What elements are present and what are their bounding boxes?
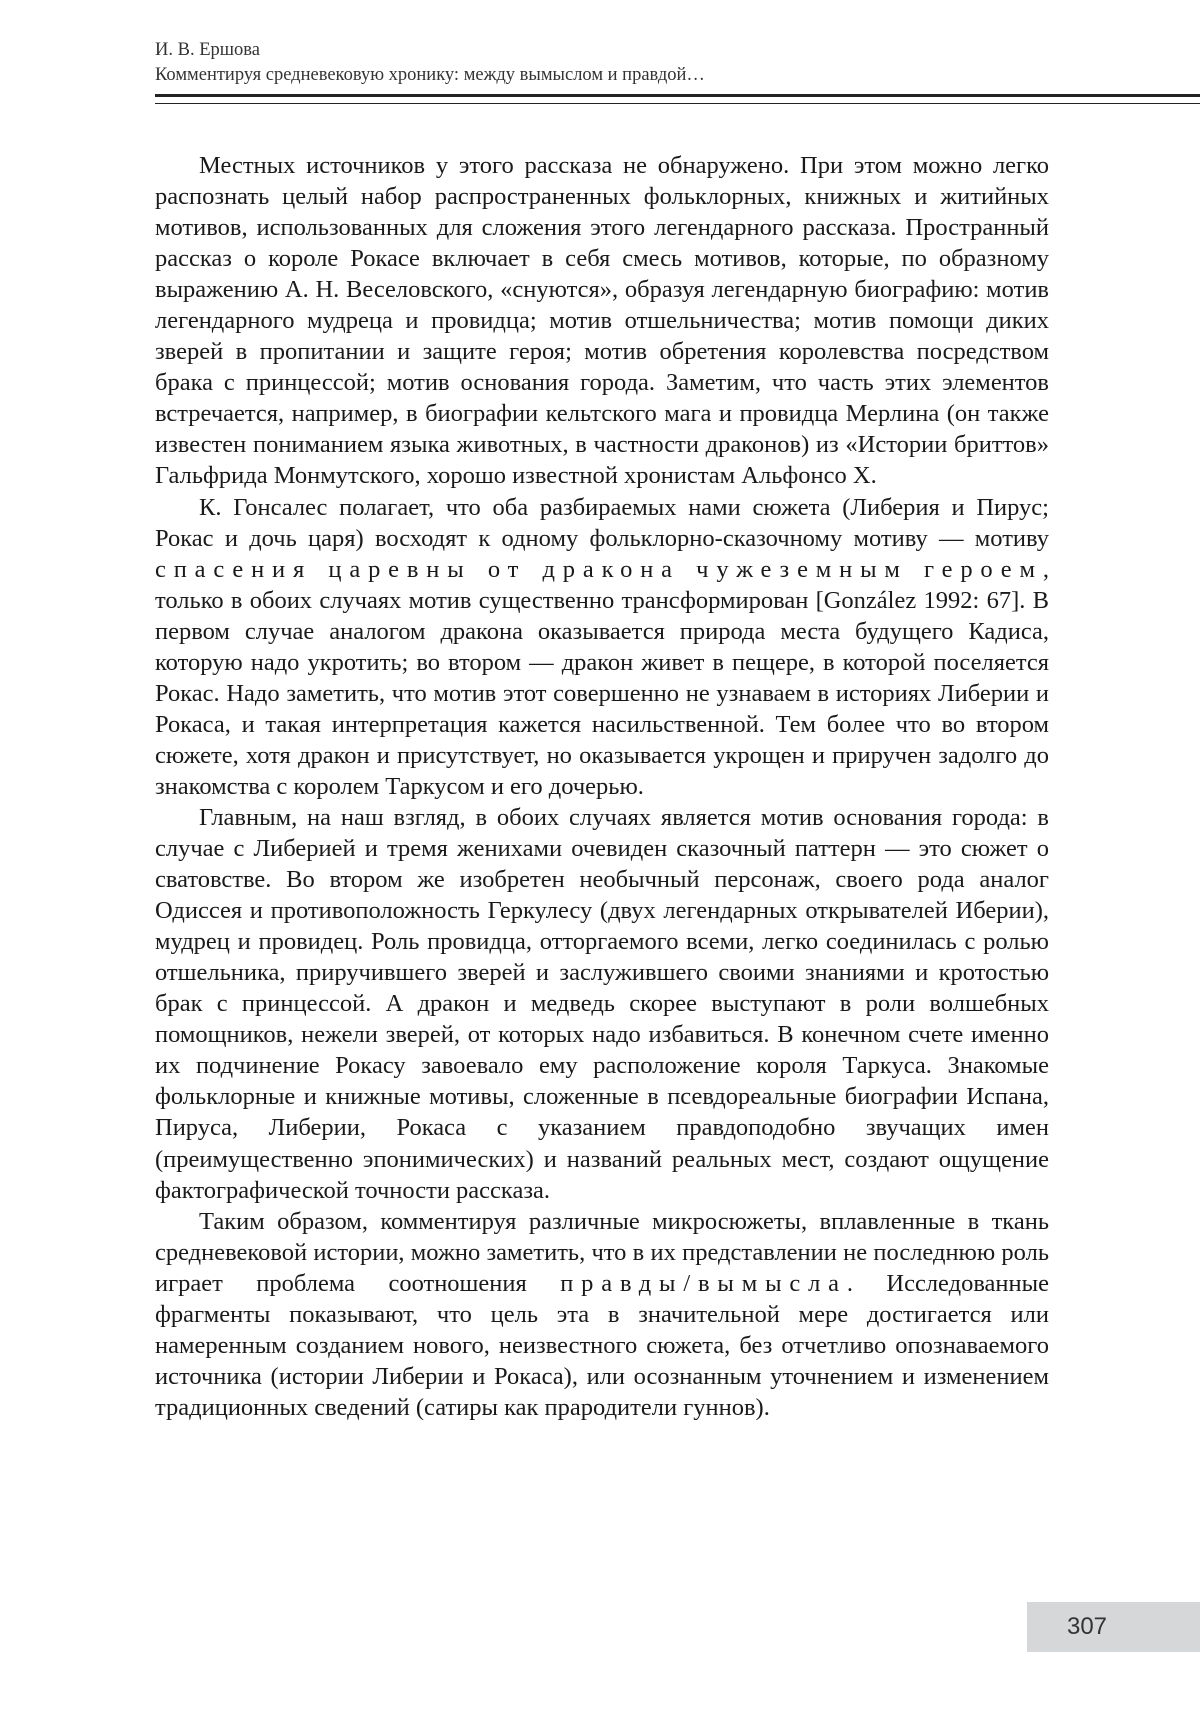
header-title: Комментируя средневековую хронику: между вымыслом и правдой…: [155, 63, 1200, 88]
spaced-emphasis-motif: спасения царевны от дракона чужеземным героем: [155, 556, 1043, 583]
paragraph-4-text-before: Таким образом, комментируя различные микросюжеты, вплавленные в ткань средневековой истории, можно заметить, что в их представлении не последнюю роль играет проблема соотношения: [155, 1208, 1049, 1297]
header-author: И. В. Ершова: [155, 38, 1200, 63]
paragraph-3: Главным, на наш взгляд, в обоих случаях является мотив основания города: в случае с Либерией и тремя женихами очевиден сказочный паттерн — это сюжет о сватовстве. Во втором же изобретен необычный персонаж, своего рода аналог Одиссея и противоположность Геркулесу (двух легендарных открывателей Иберии), мудрец и провидец. Роль провидца, отторгаемого всеми, легко соединилась с ролью отшельника, приручившего зверей и заслужившего своими знаниями и кротостью брак с принцессой. А дракон и медведь скорее выступают в роли волшебных помощников, нежели зверей, от которых надо избавиться. В конечном счете именно их подчинение Рокасу завоевало ему расположение короля Таркуса. Знакомые фольклорные и книжные мотивы, сложенные в псевдореальные биографии Испана, Пируса, Либерии, Рокаса с указанием правдоподобно звучащих имен (преимущественно эпонимических) и названий реальных мест, создают ощущение фактографической точности рассказа.: [155, 802, 1049, 1206]
header-rule-thin: [155, 103, 1200, 104]
paragraph-2-text-after: , только в обоих случаях мотив существенно трансформирован [González 1992: 67]. В первом случае аналогом дракона оказывается природа места будущего Кадиса, которую надо укротить; во втором — дракон живет в пещере, в которой поселяется Рокас. Надо заметить, что мотив этот совершенно не узнаваем в историях Либерии и Рокаса, и такая интерпретация кажется насильственной. Тем более что во втором сюжете, хотя дракон и присутствует, но оказывается укрощен и приручен задолго до знакомства с королем Таркусом и его дочерью.: [155, 556, 1049, 800]
paragraph-1: Местных источников у этого рассказа не обнаружено. При этом можно легко распознать целый набор распространенных фольклорных, книжных и житийных мотивов, использованных для сложения этого легендарного рассказа. Пространный рассказ о короле Рокасе включает в себя смесь мотивов, которые, по образному выражению А. Н. Веселовского, «снуются», образуя легендарную биографию: мотив легендарного мудреца и провидца; мотив отшельничества; мотив помощи диких зверей в пропитании и защите героя; мотив обретения королевства посредством брака с принцессой; мотив основания города. Заметим, что часть этих элементов встречается, например, в биографии кельтского мага и провидца Мерлина (он также известен пониманием языка животных, в частности драконов) из «Истории бриттов» Гальфрида Монмутского, хорошо известной хронистам Альфонсо X.: [155, 150, 1049, 492]
paragraph-2: [155, 492, 1049, 802]
paragraph-4-text-after: . Исследованные фрагменты показывают, что цель эта в значительной мере достигается или намеренным созданием нового, неизвестного сюжета, без отчетливо опознаваемого источника (истории Либерии и Рокаса), или осознанным уточнением и изменением традиционных сведений (сатиры как прародители гуннов).: [155, 1270, 1049, 1421]
page-number: 307: [1027, 1602, 1147, 1652]
paragraph-2-text-before: К. Гонсалес полагает, что оба разбираемых нами сюжета (Либерия и Пирус; Рокас и дочь царя) восходят к одному фольклорно-сказочному мотиву — мотиву: [155, 494, 1049, 552]
spaced-emphasis-truth-fiction: правды/вымысла: [560, 1270, 847, 1297]
article-body: [155, 150, 1049, 1423]
header-rule-thick: [155, 94, 1200, 97]
page-number-tab: [1027, 1602, 1200, 1652]
running-head: [155, 38, 1200, 88]
paragraph-4: [155, 1206, 1049, 1423]
